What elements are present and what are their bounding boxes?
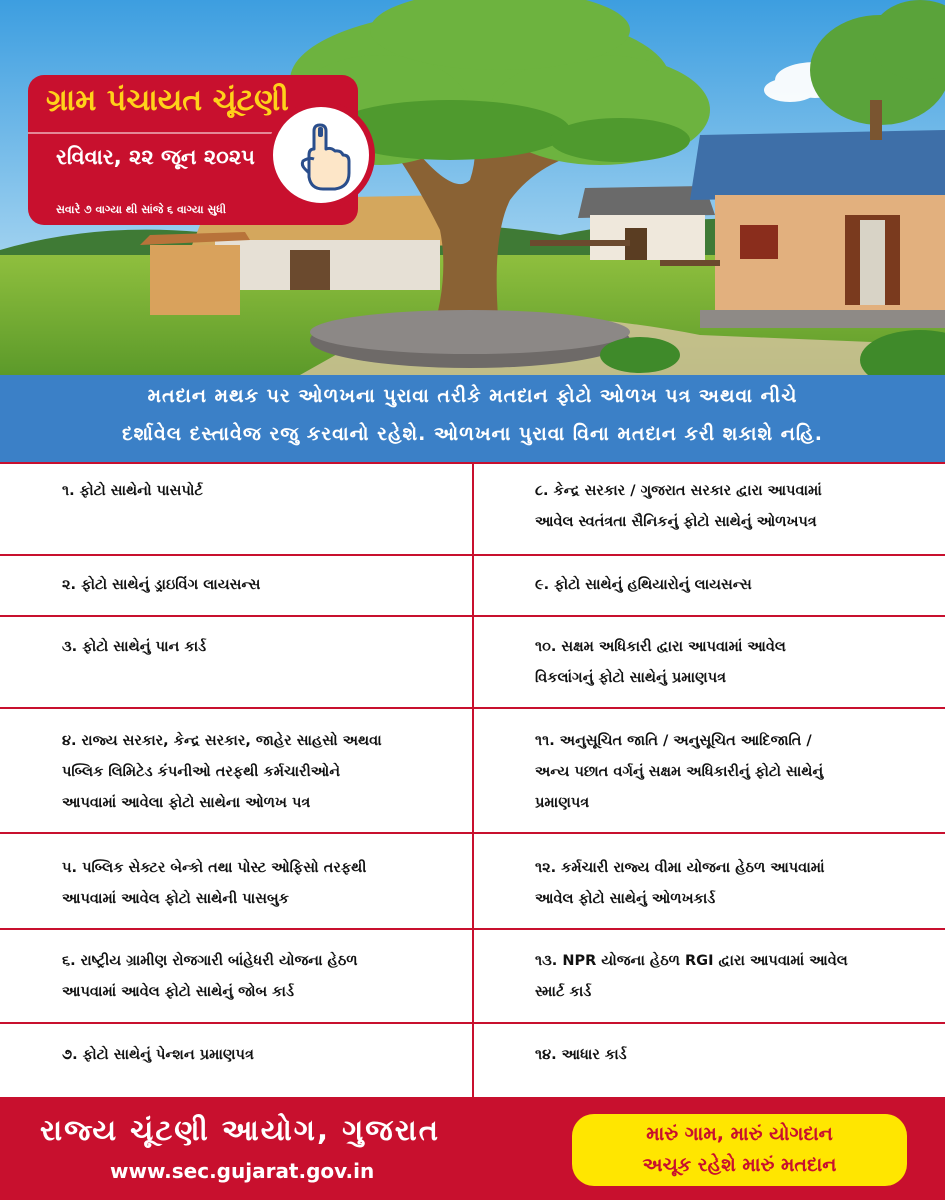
document-line: આવેલ ફોટો સાથેનું ઓળખકાર્ડ xyxy=(535,891,716,907)
footer xyxy=(0,1097,945,1200)
badge-title: ગ્રામ પંચાયત ચૂંટણી xyxy=(46,83,289,118)
badge-date: રવિવાર, ૨૨ જૂન ૨૦૨૫ xyxy=(56,145,255,169)
document-line: ૩. ફોટો સાથેનું પાન કાર્ડ xyxy=(62,639,207,655)
document-line: ૪. રાજ્ય સરકાર, કેન્દ્ર સરકાર, જાહેર સાહસો અથવા xyxy=(62,733,382,749)
slogan-line-2: અચૂક રહેશે મારું મતદાન xyxy=(642,1154,837,1176)
document-line: પ્રમાણપત્ર xyxy=(535,795,590,811)
document-line: ૮. કેન્દ્ર સરકાર / ગુજરાત સરકાર દ્વારા આપવામાં xyxy=(535,483,822,499)
row-divider xyxy=(0,462,945,464)
row-divider xyxy=(0,928,945,930)
village-scene xyxy=(0,0,945,375)
document-line: ૯. ફોટો સાથેનું હથિયારોનું લાયસન્સ xyxy=(535,577,752,593)
document-item-14 xyxy=(535,1040,627,1071)
slogan-box xyxy=(572,1114,907,1186)
document-line: ૭. ફોટો સાથેનું પેન્શન પ્રમાણપત્ર xyxy=(62,1047,254,1063)
document-line: ૧૨. કર્મચારી રાજ્ય વીમા યોજના હેઠળ આપવામાં xyxy=(535,860,825,876)
document-item-12 xyxy=(535,853,825,915)
id-proof-notice xyxy=(0,375,945,462)
election-title-badge xyxy=(28,75,388,230)
document-line: ૧. ફોટો સાથેનો પાસપોર્ટ xyxy=(62,483,203,499)
organization-name: રાજ્ય ચૂંટણી આયોગ, ગુજરાત xyxy=(40,1113,441,1147)
document-item-2 xyxy=(62,570,260,601)
row-divider xyxy=(0,554,945,556)
document-line: સ્માર્ટ કાર્ડ xyxy=(535,984,592,1000)
document-line: આપવામાં આવેલ ફોટો સાથેની પાસબુક xyxy=(62,891,289,907)
accepted-documents-table xyxy=(0,462,945,1097)
document-item-3 xyxy=(62,632,206,663)
document-line: વિકલાંગનું ફોટો સાથેનું પ્રમાણપત્ર xyxy=(535,670,727,686)
document-line: આપવામાં આવેલા ફોટો સાથેના ઓળખ પત્ર xyxy=(62,795,311,811)
document-item-11 xyxy=(535,726,823,819)
document-line: ૧૧. અનુસૂચિત જાતિ / અનુસૂચિત આદિજાતિ / xyxy=(535,733,812,749)
row-divider xyxy=(0,1022,945,1024)
document-item-5 xyxy=(62,853,366,915)
website-link[interactable]: www.sec.gujarat.gov.in xyxy=(110,1159,375,1183)
document-item-10 xyxy=(535,632,786,694)
slogan-line-1: મારું ગામ, મારું યોગદાન xyxy=(646,1123,833,1145)
badge-time: સવારે ૭ વાગ્યા થી સાંજે ૬ વાગ્યા સુધી xyxy=(56,203,227,216)
voting-finger-icon xyxy=(267,101,375,209)
document-item-13 xyxy=(535,946,848,1008)
document-item-7 xyxy=(62,1040,254,1071)
document-item-1 xyxy=(62,476,203,507)
row-divider xyxy=(0,615,945,617)
document-item-8 xyxy=(535,476,822,538)
document-line: ૨. ફોટો સાથેનું ડ્રાઇવિંગ લાયસન્સ xyxy=(62,577,261,593)
row-divider xyxy=(0,707,945,709)
notice-line-2: દર્શાવેલ દસ્તાવેજ રજુ કરવાનો રહેશે. ઓળખના પુરાવા વિના મતદાન કરી શકાશે નહિ. xyxy=(122,423,823,445)
notice-line-1: મતદાન મથક પર ઓળખના પુરાવા તરીકે મતદાન ફોટો ઓળખ પત્ર અથવા નીચે xyxy=(147,385,798,407)
document-line: ૧૩. NPR યોજના હેઠળ RGI દ્વારા આપવામાં આવેલ xyxy=(535,953,848,969)
document-item-4 xyxy=(62,726,382,819)
document-line: ૬. રાષ્ટ્રીય ગ્રામીણ રોજગારી બાંહેધરી યોજના હેઠળ xyxy=(62,953,358,969)
document-line: ૫. પબ્લિક સેક્ટર બેન્કો તથા પોસ્ટ ઓફિસો તરફથી xyxy=(62,860,367,876)
document-line: આવેલ સ્વતંત્રતા સૈનિકનું ફોટો સાથેનું ઓળખપત્ર xyxy=(535,514,817,530)
document-line: પબ્લિક લિમિટેડ કંપનીઓ તરફથી કર્મચારીઓને xyxy=(62,764,341,780)
document-line: ૧૦. સક્ષમ અધિકારી દ્વારા આપવામાં આવેલ xyxy=(535,639,786,655)
column-divider xyxy=(472,462,474,1097)
document-line: ૧૪. આધાર કાર્ડ xyxy=(535,1047,627,1063)
row-divider xyxy=(0,832,945,834)
document-line: આપવામાં આવેલ ફોટો સાથેનું જોબ કાર્ડ xyxy=(62,984,294,1000)
document-item-6 xyxy=(62,946,358,1008)
document-item-9 xyxy=(535,570,752,601)
document-line: અન્ય પછાત વર્ગનું સક્ષમ અધિકારીનું ફોટો સાથેનું xyxy=(535,764,824,780)
